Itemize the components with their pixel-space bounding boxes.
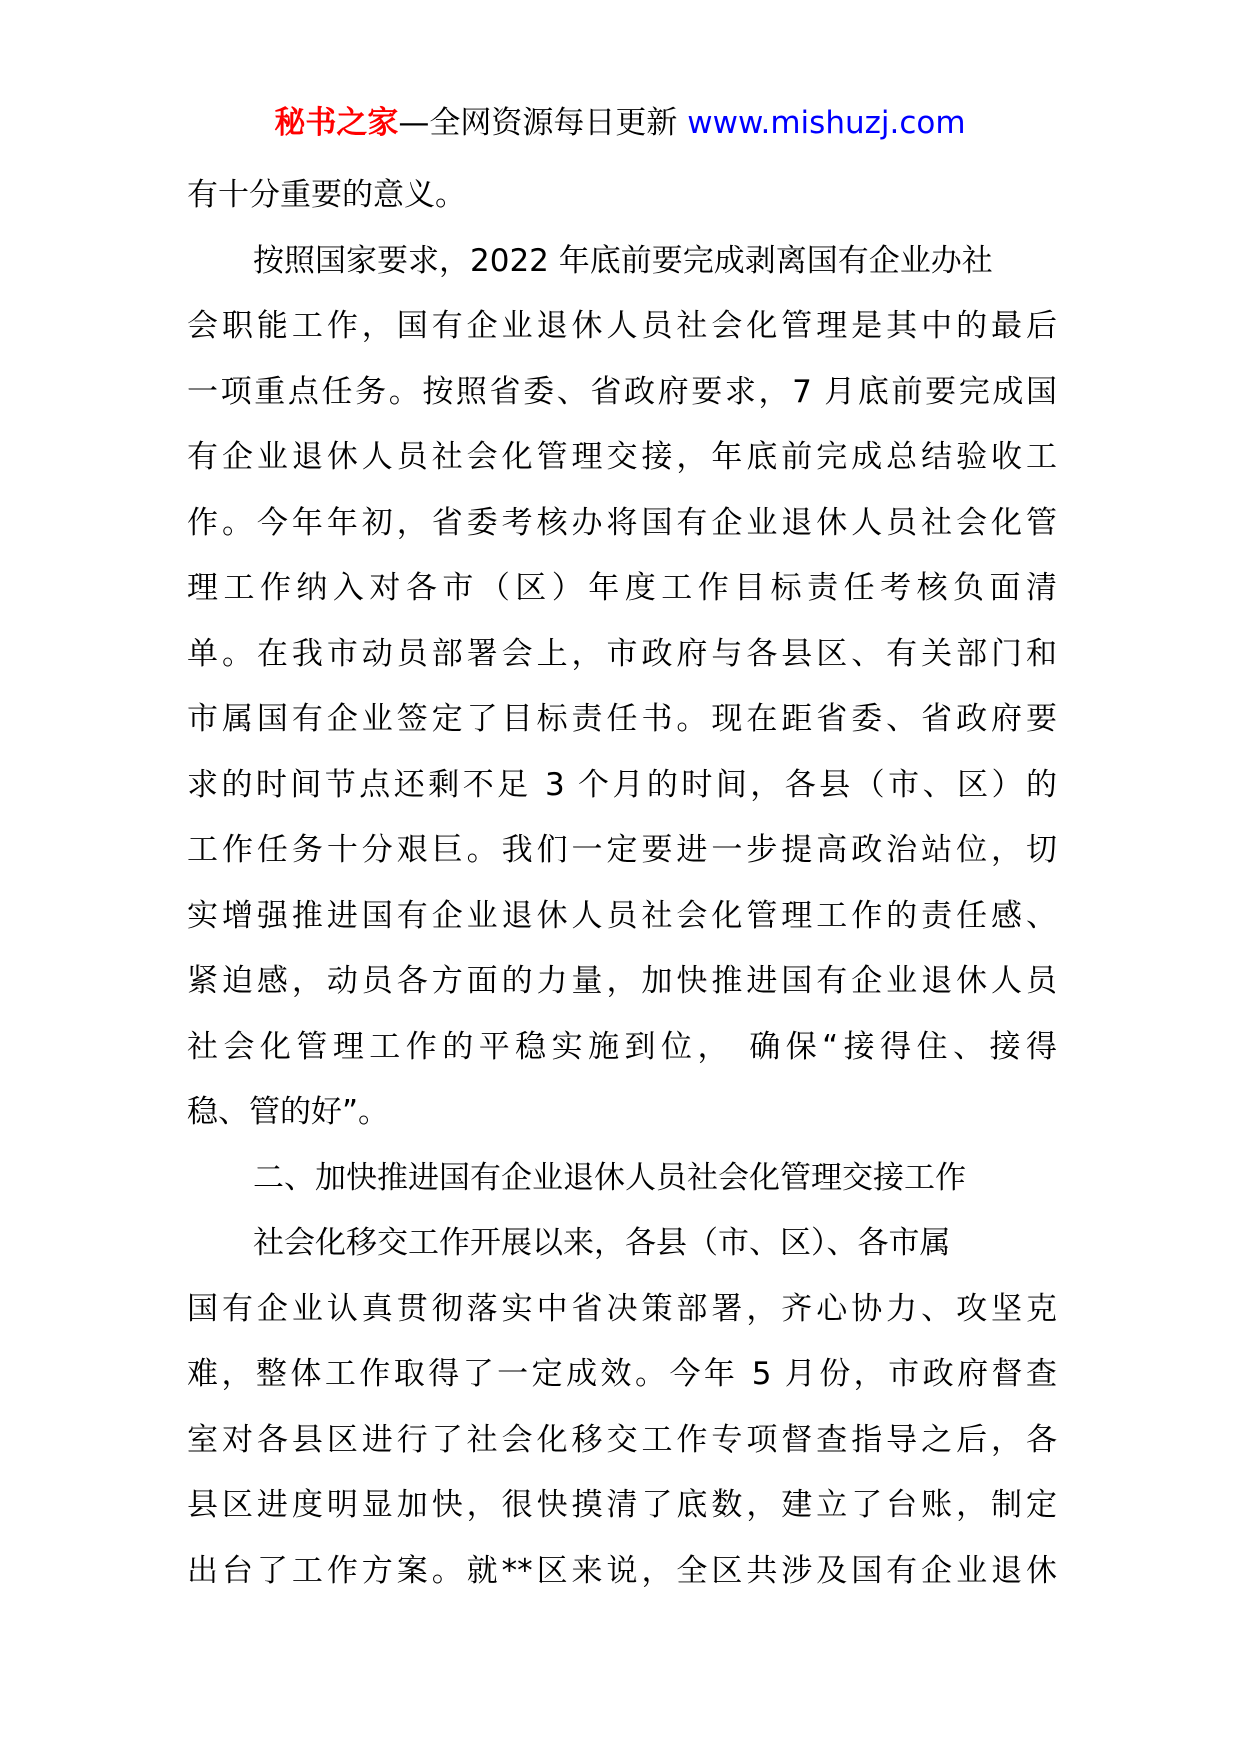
- document-body: [187, 163, 1057, 1604]
- site-brand: 秘书之家: [274, 105, 399, 141]
- text-line: 一项重点任务。按照省委、省政府要求，7 月底前要完成国: [187, 373, 1057, 410]
- paragraph-first-line: 按照国家要求，2022 年底前要完成剥离国有企业办社: [253, 242, 993, 279]
- text-line: 理工作纳入对各市（区）年度工作目标责任考核负面清: [187, 570, 1057, 606]
- text-line: 社会化管理工作的平稳实施到位， 确保“接得住、接得: [187, 1028, 1057, 1065]
- text-line: 县区进度明显加快，很快摸清了底数，建立了台账，制定: [187, 1487, 1057, 1523]
- text-line: 会职能工作，国有企业退休人员社会化管理是其中的最后: [187, 308, 1057, 344]
- text-line: 工作任务十分艰巨。我们一定要进一步提高政治站位，切: [187, 832, 1057, 868]
- text-line: 有十分重要的意义。: [187, 177, 466, 213]
- text-line: 出台了工作方案。就**区来说，全区共涉及国有企业退休: [187, 1552, 1057, 1589]
- text-line: 实增强推进国有企业退休人员社会化管理工作的责任感、: [187, 897, 1057, 934]
- text-line: 求的时间节点还剩不足 3 个月的时间，各县（市、区）的: [187, 766, 1057, 803]
- text-line: 市属国有企业签定了目标责任书。现在距省委、省政府要: [187, 701, 1057, 737]
- text-line: 国有企业认真贯彻落实中省决策部署，齐心协力、攻坚克: [187, 1290, 1057, 1327]
- text-line: 稳、管的好”。: [187, 1094, 390, 1130]
- text-line: 作。今年年初，省委考核办将国有企业退休人员社会化管: [187, 504, 1057, 541]
- text-line: 单。在我市动员部署会上，市政府与各县区、有关部门和: [187, 635, 1057, 672]
- paragraph-first-line: 社会化移交工作开展以来，各县（市、区）、各市属: [253, 1225, 951, 1261]
- section-heading: 二、加快推进国有企业退休人员社会化管理交接工作: [253, 1159, 966, 1196]
- site-header: [0, 98, 1240, 148]
- text-line: 难，整体工作取得了一定成效。今年 5 月份，市政府督查: [187, 1356, 1057, 1392]
- site-url-link[interactable]: www.mishuzj.com: [687, 105, 966, 141]
- text-line: 紧迫感，动员各方面的力量，加快推进国有企业退休人员: [187, 963, 1057, 999]
- text-line: 室对各县区进行了社会化移交工作专项督查指导之后，各: [187, 1421, 1057, 1458]
- site-tagline: —全网资源每日更新: [398, 105, 688, 141]
- text-line: 有企业退休人员社会化管理交接，年底前完成总结验收工: [187, 439, 1057, 475]
